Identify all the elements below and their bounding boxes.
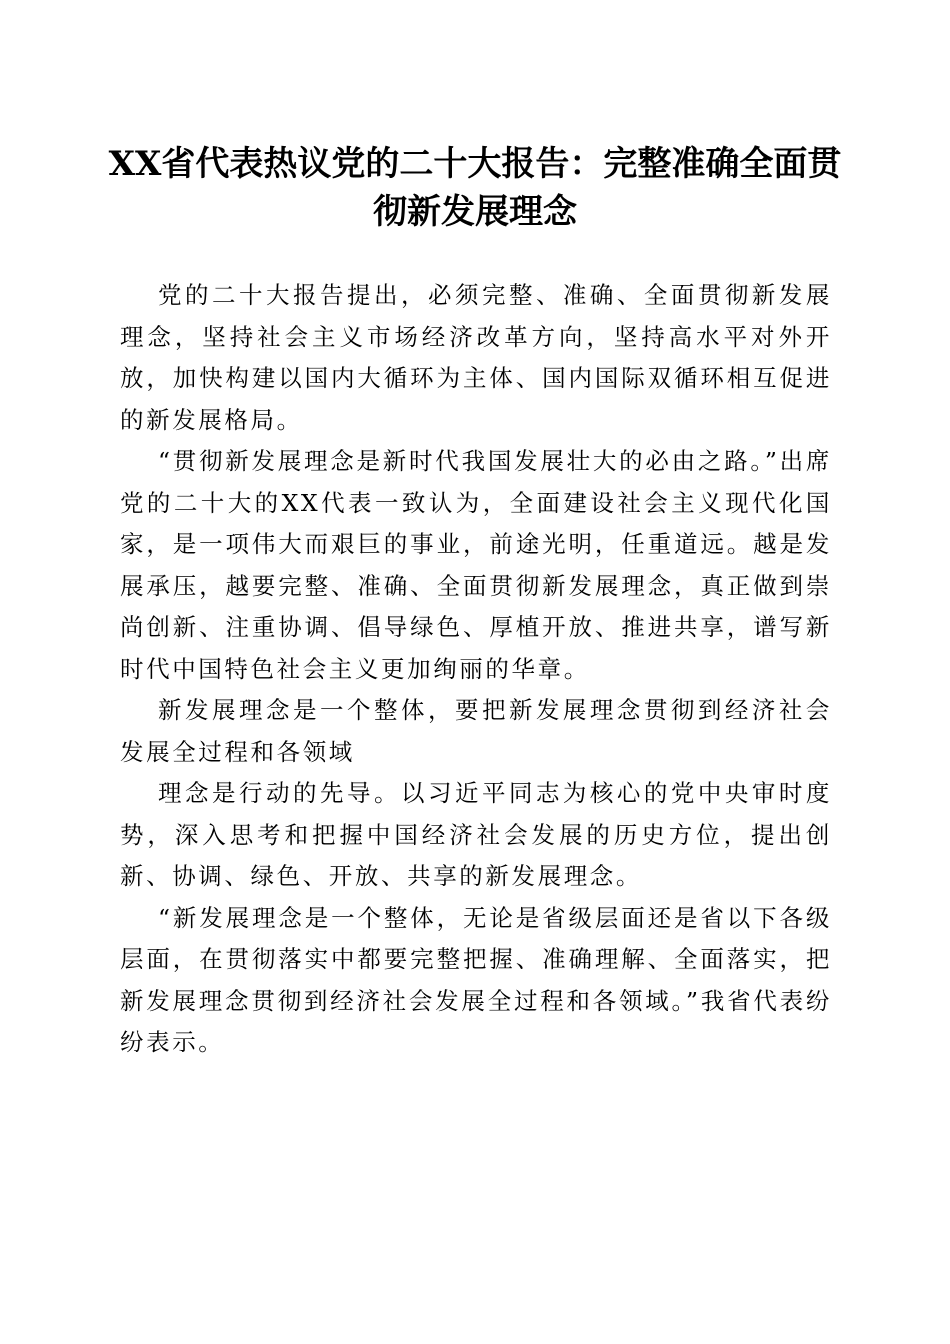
paragraph: “贯彻新发展理念是新时代我国发展壮大的必由之路。”出席党的二十大的XX代表一致认为，全面建设社会主义现代化国家，是一项伟大而艰巨的事业，前途光明，任重道远。越是发展承压，越要完整、准确、全面贯彻新发展理念，真正做到崇尚创新、注重协调、倡导绿色、厚植开放、推进共享，谱写新时代中国特色社会主义更加绚丽的华章。 bbox=[120, 447, 832, 683]
document-body bbox=[120, 275, 832, 1064]
paragraph: 党的二十大报告提出，必须完整、准确、全面贯彻新发展理念，坚持社会主义市场经济改革方向，坚持高水平对外开放，加快构建以国内大循环为主体、国内国际双循环相互促进的新发展格局。 bbox=[120, 281, 832, 434]
paragraph: 理念是行动的先导。以习近平同志为核心的党中央审时度势，深入思考和把握中国经济社会发展的历史方位，提出创新、协调、绿色、开放、共享的新发展理念。 bbox=[120, 779, 832, 890]
paragraph: 新发展理念是一个整体，要把新发展理念贯彻到经济社会发展全过程和各领域 bbox=[120, 696, 832, 766]
document-title: XX省代表热议党的二十大报告：完整准确全面贯彻新发展理念 bbox=[108, 144, 842, 232]
paragraph: “新发展理念是一个整体，无论是省级层面还是省以下各级层面，在贯彻落实中都要完整把握、准确理解、全面落实，把新发展理念贯彻到经济社会发展全过程和各领域。”我省代表纷纷表示。 bbox=[120, 903, 832, 1056]
